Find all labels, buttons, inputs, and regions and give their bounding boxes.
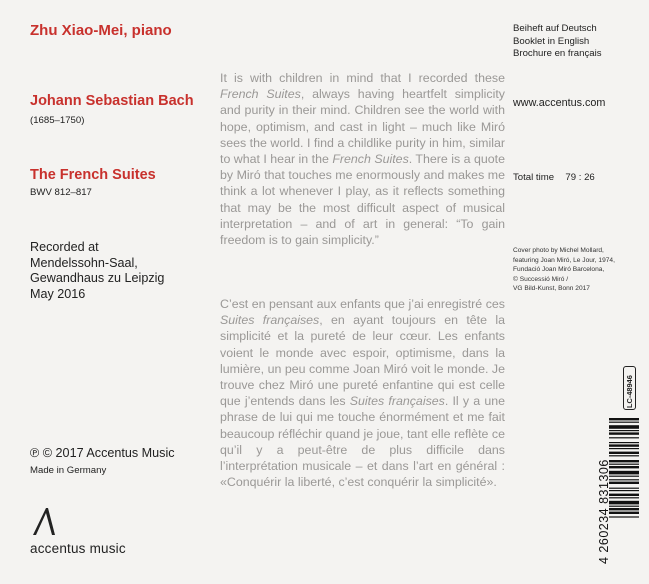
composer-dates: (1685–1750)	[30, 115, 85, 126]
barcode-bar	[609, 432, 639, 434]
barcode-bar	[609, 506, 639, 507]
barcode-bar	[609, 482, 639, 484]
recording-line: May 2016	[30, 286, 86, 301]
recording-line: Mendelssohn-Saal,	[30, 255, 138, 270]
quote-italic-title: Suites françaises	[220, 313, 320, 328]
booklet-languages	[513, 23, 602, 61]
quote-text-run: . There is a quote by Miró that touches me enormously and makes me think a lot whenever I play, as it reflects something that may be the most difficult aspect of musical interpretation – and of art in general: “To gain freedom is to gain simplicity.”	[220, 152, 505, 248]
barcode-bar	[609, 448, 639, 449]
recording-line: Recorded at	[30, 240, 99, 254]
website: www.accentus.com	[513, 97, 606, 109]
barcode-bar	[609, 452, 639, 454]
barcode-bar	[609, 476, 639, 477]
barcode-bar	[609, 501, 639, 505]
barcode-bar	[609, 455, 639, 456]
made-in-line: Made in Germany	[30, 465, 107, 476]
barcode-bar	[609, 422, 639, 423]
lc-code-text: LC-48946	[625, 375, 634, 408]
barcode-bar	[609, 516, 639, 517]
quote-french	[220, 296, 505, 490]
barcode-bar	[609, 466, 639, 468]
barcode-bar	[609, 490, 639, 491]
quote-text-run: . Il y a une phrase de lui qui me touche énormément et me fait beaucoup réfléchir quand je joue, tant elle reflète ce qu’il y a peut-être de plus difficile dans l’interprétation musicale – et dans l’art en général : «Conquérir la liberté, c’est conquérir la simplicité».	[220, 394, 506, 490]
credit-line: © Successió Miró /	[513, 275, 569, 283]
quote-english	[220, 70, 505, 248]
barcode-bar	[609, 497, 639, 498]
quote-text-run: , en ayant toujours en tête la simplicité et la pureté de leur cœur. Les enfants voient le monde avec espoir, optimisme, dans la lumière, un peu comme Joan Miró voit le monde. Je trouve chez Miró une pureté enfantine qui est celle que j’entends dans les	[220, 313, 505, 409]
total-time-value: 79 : 26	[565, 172, 595, 183]
accentus-logo-text: accentus music	[30, 541, 126, 556]
quote-italic-title: French Suites	[220, 87, 301, 102]
recording-line: Gewandhaus zu Leipzig	[30, 271, 165, 286]
barcode-graphic	[609, 416, 641, 566]
total-time	[513, 172, 595, 183]
barcode-bar	[609, 460, 639, 462]
barcode-bar	[609, 444, 639, 446]
booklet-line: Brochure en français	[513, 48, 602, 60]
accentus-logo-mark-icon	[30, 507, 60, 537]
credit-line: featuring Joan Miró, Le Jour, 1974,	[513, 256, 615, 264]
barcode-bar	[609, 512, 639, 514]
barcode-bar	[609, 464, 639, 465]
barcode-bar	[609, 479, 639, 480]
artist-name: Zhu Xiao-Mei, piano	[30, 22, 172, 39]
barcode-bar	[609, 430, 639, 431]
barcode	[597, 416, 641, 566]
composer-name: Johann Sebastian Bach	[30, 93, 194, 109]
cover-credit	[513, 246, 615, 294]
quote-italic-title: Suites françaises	[349, 394, 445, 409]
booklet-line: Beiheft auf Deutsch	[513, 23, 597, 34]
quote-text-run: C’est en pensant aux enfants que j’ai enregistré ces	[220, 297, 505, 311]
barcode-bar	[609, 508, 639, 510]
accentus-logo	[30, 507, 160, 559]
quote-italic-title: French Suites	[332, 152, 409, 167]
barcode-bar	[609, 425, 639, 429]
recording-info	[30, 240, 164, 302]
lc-code-box	[623, 366, 636, 410]
credit-line: Fundació Joan Miró Barcelona,	[513, 266, 605, 274]
barcode-number: 4 260234 831306	[597, 459, 611, 564]
credit-line: VG Bild-Kunst, Bonn 2017	[513, 285, 590, 293]
copyright-line: ℗ © 2017 Accentus Music	[30, 446, 175, 460]
barcode-bar	[609, 437, 639, 438]
credit-line: Cover photo by Michel Mollard,	[513, 247, 604, 254]
barcode-bar	[609, 442, 639, 443]
quote-text-run: It is with children in mind that I recorded these	[220, 71, 505, 85]
barcode-bar	[609, 494, 639, 496]
barcode-bar	[609, 488, 639, 489]
barcode-bar	[609, 471, 639, 475]
work-title: The French Suites	[30, 167, 156, 183]
barcode-bar	[609, 418, 639, 420]
quote-text-run: , always having heartfelt simplicity and purity in their mind. Children see the world with hope, optimism, and cast in light – much like Miró sees the world. I find a childlike purity in him, similar to what I hear in the	[220, 87, 505, 167]
booklet-line: Booklet in English	[513, 35, 590, 47]
work-catalog: BWV 812–817	[30, 187, 92, 198]
total-time-label: Total time	[513, 172, 555, 183]
